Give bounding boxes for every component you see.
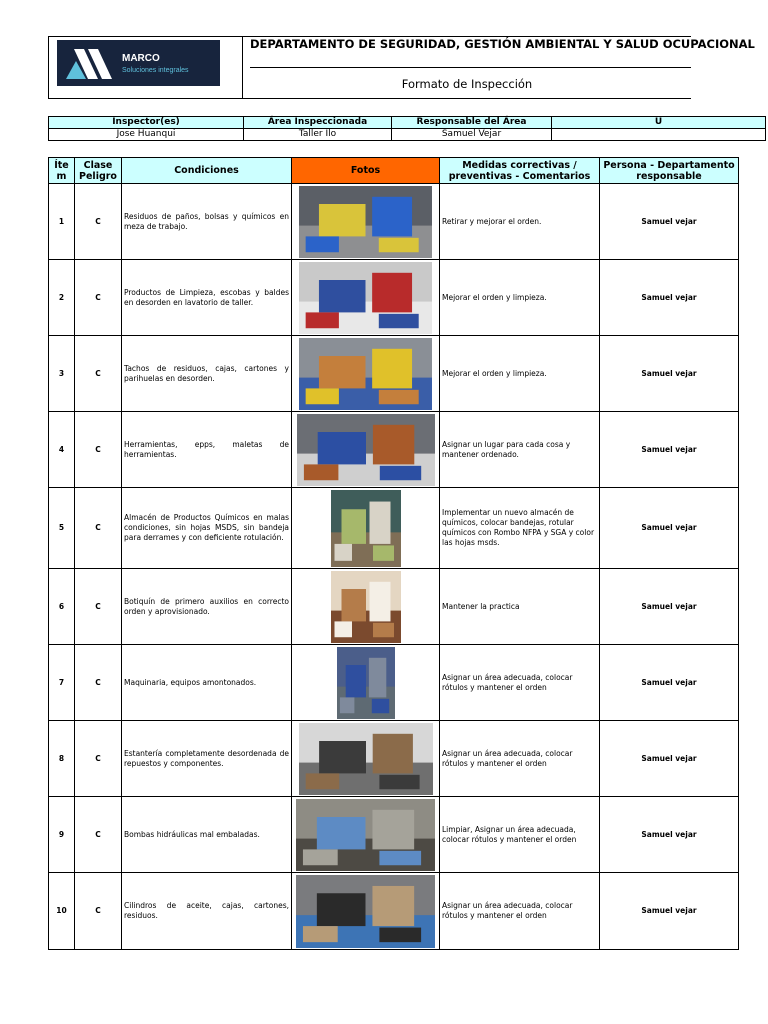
hazard-class: C — [75, 260, 122, 336]
item-number: 1 — [49, 184, 75, 260]
item-number: 3 — [49, 336, 75, 412]
responsible-header: Responsable del Área — [392, 117, 552, 129]
workbench-waste-photo — [299, 186, 432, 258]
inspector-header: Inspector(es) — [49, 117, 244, 129]
responsible-person: Samuel vejar — [600, 569, 739, 645]
responsible-person: Samuel vejar — [600, 412, 739, 488]
table-row — [49, 488, 739, 569]
item-number: 5 — [49, 488, 75, 569]
responsible-person: Samuel vejar — [600, 488, 739, 569]
corrective-measure: Asignar un área adecuada, colocar rótulos y mantener el orden — [440, 873, 600, 950]
hazard-class: C — [75, 873, 122, 950]
marco-logo-icon — [64, 47, 116, 80]
logo-tagline: Soluciones integrales — [122, 67, 189, 74]
table-row — [49, 184, 739, 260]
item-header: Íte m — [49, 158, 75, 184]
area-header: Área Inspeccionada — [244, 117, 392, 129]
extra-header: U — [552, 117, 766, 129]
hazard-class: C — [75, 488, 122, 569]
responsible-person: Samuel vejar — [600, 873, 739, 950]
photo-cell — [292, 797, 440, 873]
hazard-class: C — [75, 336, 122, 412]
responsible-person: Samuel vejar — [600, 336, 739, 412]
responsible-person-header: Persona - Departamento responsable — [600, 158, 739, 184]
area-value: Taller Ilo — [244, 129, 392, 141]
corrective-measure: Asignar un lugar para cada cosa y mantener ordenado. — [440, 412, 600, 488]
inspector-value: Jose Huanqui — [49, 129, 244, 141]
corrective-measure: Implementar un nuevo almacén de químicos, colocar bandejas, rotular químicos con Rombo NFPA y SGA y color las hojas msds. — [440, 488, 600, 569]
table-row — [49, 721, 739, 797]
oil-drums-photo — [296, 875, 435, 948]
condition-text: Botiquín de primero auxilios en correcto orden y aprovisionado. — [122, 569, 292, 645]
measures-header: Medidas correctivas / preventivas - Comentarios — [440, 158, 600, 184]
item-number: 4 — [49, 412, 75, 488]
corrective-measure: Mejorar el orden y limpieza. — [440, 336, 600, 412]
hydraulic-pumps-photo — [296, 799, 435, 871]
corrective-measure: Retirar y mejorar el orden. — [440, 184, 600, 260]
photo-cell — [292, 873, 440, 950]
table-row — [49, 569, 739, 645]
photo-cell — [292, 184, 440, 260]
photos-header: Fotos — [292, 158, 440, 184]
photo-cell — [292, 488, 440, 569]
responsible-person: Samuel vejar — [600, 260, 739, 336]
department-title: DEPARTAMENTO DE SEGURIDAD, GESTIÓN AMBIENTAL Y SALUD OCUPACIONAL — [250, 36, 691, 68]
hazard-class: C — [75, 184, 122, 260]
condition-text: Estantería completamente desordenada de repuestos y componentes. — [122, 721, 292, 797]
item-number: 10 — [49, 873, 75, 950]
corrective-measure: Asignar un área adecuada, colocar rótulos y mantener el orden — [440, 721, 600, 797]
condition-text: Tachos de residuos, cajas, cartones y parihuelas en desorden. — [122, 336, 292, 412]
chemical-storage-photo — [331, 490, 401, 567]
condition-text: Residuos de paños, bolsas y químicos en meza de trabajo. — [122, 184, 292, 260]
corrective-measure: Mantener la practica — [440, 569, 600, 645]
condition-text: Maquinaria, equipos amontonados. — [122, 645, 292, 721]
responsible-person: Samuel vejar — [600, 184, 739, 260]
item-number: 7 — [49, 645, 75, 721]
condition-text: Productos de Limpieza, escobas y baldes en desorden en lavatorio de taller. — [122, 260, 292, 336]
table-row — [49, 645, 739, 721]
item-number: 2 — [49, 260, 75, 336]
condition-text: Cilindros de aceite, cajas, cartones, residuos. — [122, 873, 292, 950]
conditions-header: Condiciones — [122, 158, 292, 184]
photo-cell — [292, 645, 440, 721]
tools-photo — [297, 414, 435, 486]
item-number: 8 — [49, 721, 75, 797]
table-row — [49, 260, 739, 336]
waste-bins-photo — [299, 338, 432, 410]
shelving-photo — [299, 723, 433, 795]
table-row — [49, 336, 739, 412]
photo-cell — [292, 721, 440, 797]
hazard-class: C — [75, 797, 122, 873]
hazard-class: C — [75, 721, 122, 797]
photo-cell — [292, 412, 440, 488]
inspection-table — [48, 157, 739, 950]
responsible-person: Samuel vejar — [600, 645, 739, 721]
table-row — [49, 873, 739, 950]
photo-cell — [292, 260, 440, 336]
hazard-class: C — [75, 645, 122, 721]
condition-text: Herramientas, epps, maletas de herramientas. — [122, 412, 292, 488]
hazard-class: C — [75, 412, 122, 488]
condition-text: Almacén de Productos Químicos en malas condiciones, sin hojas MSDS, sin bandeja para derrames y con deficiente rotulación. — [122, 488, 292, 569]
responsible-person: Samuel vejar — [600, 797, 739, 873]
responsible-person: Samuel vejar — [600, 721, 739, 797]
table-row — [49, 412, 739, 488]
machinery-photo — [337, 647, 395, 719]
sink-area-photo — [299, 262, 432, 334]
table-row — [49, 797, 739, 873]
first-aid-kit-photo — [331, 571, 401, 643]
extra-value — [552, 129, 766, 141]
inspection-info-table — [48, 116, 766, 141]
item-number: 6 — [49, 569, 75, 645]
photo-cell — [292, 569, 440, 645]
logo-name: MARCO — [122, 53, 160, 64]
hazard-class: C — [75, 569, 122, 645]
responsible-value: Samuel Vejar — [392, 129, 552, 141]
hazard-class-header: Clase Peligro — [75, 158, 122, 184]
condition-text: Bombas hidráulicas mal embaladas. — [122, 797, 292, 873]
corrective-measure: Mejorar el orden y limpieza. — [440, 260, 600, 336]
photo-cell — [292, 336, 440, 412]
corrective-measure: Asignar un área adecuada, colocar rótulos y mantener el orden — [440, 645, 600, 721]
item-number: 9 — [49, 797, 75, 873]
corrective-measure: Limpiar, Asignar un área adecuada, colocar rótulos y mantener el orden — [440, 797, 600, 873]
form-title: Formato de Inspección — [401, 77, 533, 91]
